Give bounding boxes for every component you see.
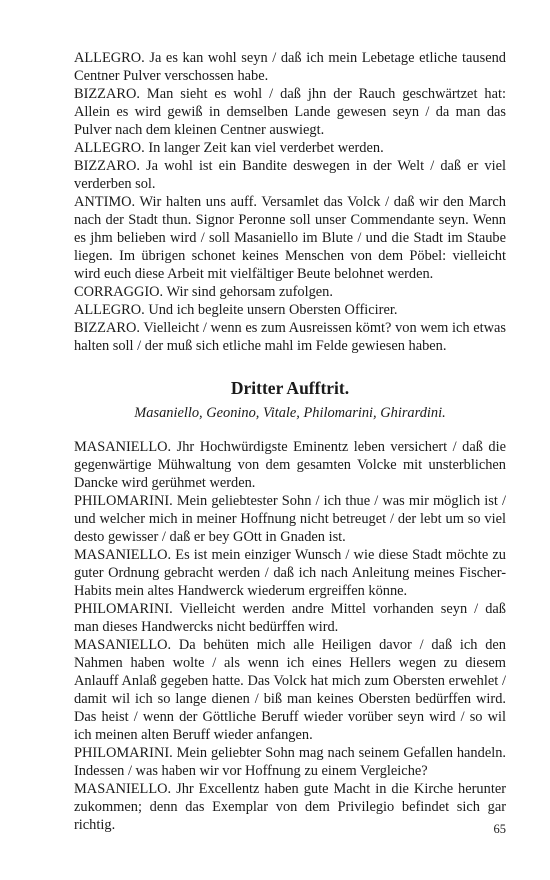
speech-philomarini-1: PHILOMARINI. Mein geliebtester Sohn / ich thue / was mir möglich ist / und welcher mich in meiner Hoffnung nicht betreuget / der lebt um so viel desto gewisser / daß er bey GOtt in Gnaden ist.: [74, 493, 506, 545]
speech-bizzaro-1: BIZZARO. Man sieht es wohl / daß jhn der Rauch geschwärtzet hat: Allein es wird gewiß in demselben Lande gewesen seyn / da man das Pulver nach dem kleinen Centner auswiegt.: [74, 86, 506, 138]
speech-allegro-3: ALLEGRO. Und ich begleite unsern Obersten Officirer.: [74, 302, 398, 318]
speech-masaniello-3: MASANIELLO. Da behüten mich alle Heiligen davor / daß ich den Nahmen haben wolte / als wenn ich eines Hellers wegen zu diesem Anlauff Anlaß gegeben hatte. Das Volck hat mich zum Obersten erwehlet / damit wil ich so lange dienen / biß man keines Obersten bedürffen wird. Das heist / wenn der Göttliche Beruff wieder vorüber seyn wird / so wil ich meinen alten Beruff wieder anfangen.: [74, 637, 506, 743]
cast-line: Masaniello, Geonino, Vitale, Philomarini, Ghirardini.: [134, 405, 446, 421]
dialogue-block-1: [74, 49, 506, 355]
speech-masaniello-4: MASANIELLO. Jhr Excellentz haben gute Macht in die Kirche herunter zukommen; denn das Exemplar von dem Privilegio befindet sich gar richtig.: [74, 781, 506, 833]
speech-allegro-1: ALLEGRO. Ja es kan wohl seyn / daß ich mein Lebetage etliche tausend Centner Pulver verschossen habe.: [74, 50, 506, 84]
speech-philomarini-3: PHILOMARINI. Mein geliebter Sohn mag nach seinem Gefallen handeln. Indessen / was haben wir vor Hoffnung zu einem Vergleiche?: [74, 745, 506, 779]
speech-bizzaro-2: BIZZARO. Ja wohl ist ein Bandite deswegen in der Welt / daß er viel verderben sol.: [74, 158, 506, 192]
speech-philomarini-2: PHILOMARINI. Vielleicht werden andre Mittel vorhanden seyn / daß man dieses Handwercks nicht bedürffen wird.: [74, 601, 506, 635]
dialogue-block-2: [74, 438, 506, 834]
speech-antimo: ANTIMO. Wir halten uns auff. Versamlet das Volck / daß wir den March nach der Stadt thun. Signor Peronne soll unser Commendante seyn. Wenn es jhm belieben wird / soll Masaniello im Blute / und die Stadt im Staube liegen. Im übrigen schonet keines Menschen von dem Pöbel: vielleicht wird euch diese Arbeit mit vielfältiger Beute belohnet werden.: [74, 194, 506, 282]
speech-bizzaro-3: BIZZARO. Vielleicht / wenn es zum Ausreissen kömt? von wem ich etwas halten soll / der muß sich etliche mahl im Felde gewiesen haben.: [74, 320, 506, 354]
scene-heading: Dritter Aufftrit.: [230, 378, 350, 398]
speech-masaniello-2: MASANIELLO. Es ist mein einziger Wunsch / wie diese Stadt möchte zu guter Ordnung gebracht werden / daß ich nach Anleitung meines Fischer-Habits mein altes Handwerck wiederum ergreiffen könne.: [74, 547, 506, 599]
page-text: [74, 49, 506, 834]
page-number: 65: [493, 822, 506, 836]
speech-corraggio: CORRAGGIO. Wir sind gehorsam zufolgen.: [74, 284, 333, 300]
speech-allegro-2: ALLEGRO. In langer Zeit kan viel verderbet werden.: [74, 140, 384, 156]
speech-masaniello-1: MASANIELLO. Jhr Hochwürdigste Eminentz leben versichert / daß die gegenwärtige Mühwaltung von dem gesamten Volcke mit unsterblichen Dancke wird gerühmet werden.: [74, 439, 506, 491]
